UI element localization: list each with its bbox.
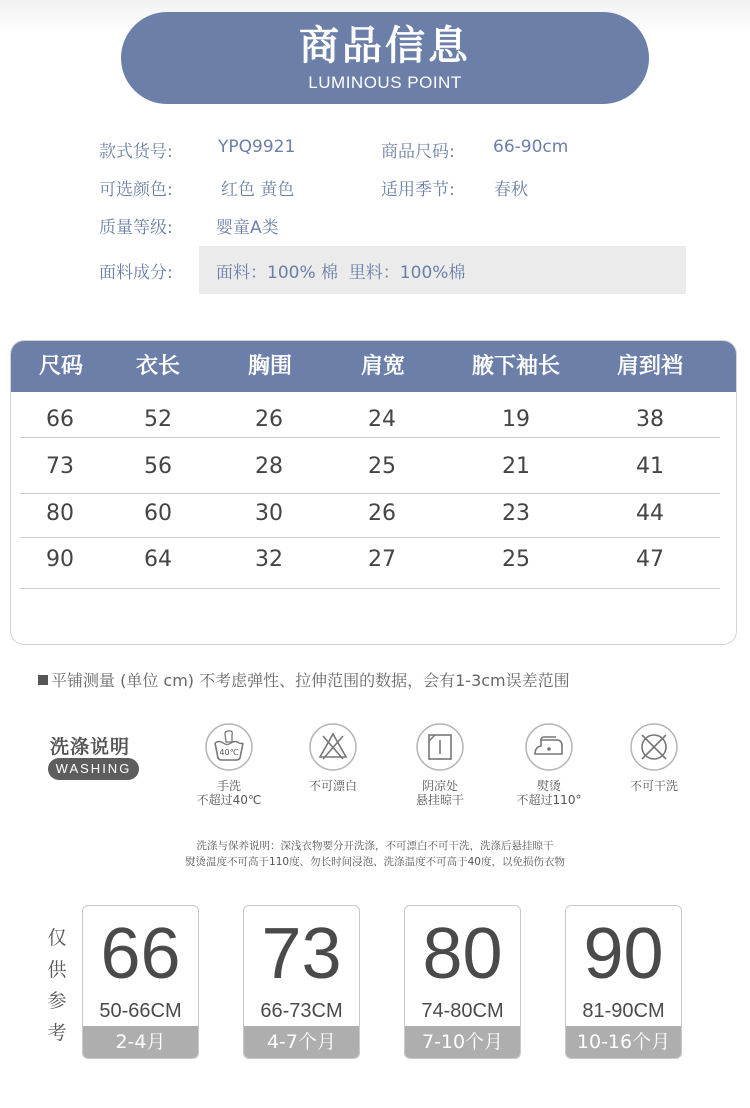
table-cell: 52 [144, 407, 172, 432]
table-cell: 44 [636, 501, 664, 526]
washing-badge: WASHING [48, 758, 139, 780]
size-card-66 [82, 905, 199, 1059]
table-cell: 60 [144, 501, 172, 526]
care-instruction-line: 熨烫温度不可高于110度、勿长时间浸泡、洗涤温度不可高于40度，以免损伤衣物 [185, 856, 565, 868]
row-divider [20, 493, 720, 494]
care-label: 阴凉处 悬挂晾干 [415, 779, 464, 807]
col-header-size: 尺码 [38, 354, 84, 379]
reference-label-char: 仅 [47, 927, 67, 949]
no-dry-clean-icon [629, 722, 679, 772]
size-table [10, 340, 737, 645]
care-item-hand-wash [184, 722, 274, 807]
size-card-80 [404, 905, 521, 1059]
washing-title: 洗涤说明 [50, 736, 131, 758]
info-value-style-no: YPQ9921 [218, 137, 296, 157]
size-card-range: 81-90CM [582, 1000, 665, 1022]
info-label-size: 商品尺码: [381, 142, 455, 162]
size-card-age: 7-10个月 [405, 1026, 520, 1058]
bullet-square-icon [38, 675, 48, 685]
care-label: 熨烫 不超过110° [516, 779, 582, 807]
care-label: 手洗 不超过40℃ [196, 779, 262, 807]
care-item-shade-dry [395, 722, 485, 807]
info-value-size: 66-90cm [493, 137, 569, 157]
hand-wash-icon [204, 722, 254, 772]
size-card-90 [565, 905, 682, 1059]
svg-text:40℃: 40℃ [219, 748, 239, 757]
table-cell: 26 [368, 501, 396, 526]
care-item-iron [504, 722, 594, 807]
info-label-color: 可选颜色: [99, 180, 173, 200]
section-subtitle: LUMINOUS POINT [308, 73, 462, 92]
measure-note-text: 平铺测量 (单位 cm) 不考虑弹性、拉伸范围的数据，会有1-3cm误差范围 [51, 671, 570, 690]
size-table-header [11, 341, 737, 392]
size-card-age: 10-16个月 [566, 1026, 681, 1058]
care-label: 不可干洗 [629, 779, 678, 793]
col-header-length: 衣长 [135, 354, 181, 379]
section-header [121, 12, 649, 104]
info-label-grade: 质量等级: [99, 218, 173, 238]
table-cell: 73 [46, 454, 74, 479]
table-cell: 90 [46, 547, 74, 572]
table-cell: 19 [502, 407, 530, 432]
reference-label-char: 供 [47, 959, 67, 981]
section-title: 商品信息 [299, 23, 471, 69]
col-header-sleeve: 腋下袖长 [471, 354, 561, 379]
row-divider [20, 588, 720, 589]
table-cell: 41 [636, 454, 664, 479]
care-item-no-dry-clean [609, 722, 699, 793]
col-header-crotch: 肩到裆 [616, 354, 684, 379]
size-card-age: 2-4月 [83, 1026, 198, 1058]
size-card-range: 74-80CM [421, 1000, 504, 1022]
table-cell: 56 [144, 454, 172, 479]
table-cell: 27 [368, 547, 396, 572]
info-value-fabric: 面料：100% 棉 里料：100%棉 [216, 263, 466, 283]
table-cell: 23 [502, 501, 530, 526]
table-cell: 30 [255, 501, 283, 526]
info-value-color: 红色 黄色 [221, 180, 295, 200]
table-cell: 80 [46, 501, 74, 526]
table-cell: 47 [636, 547, 664, 572]
size-card-number: 80 [422, 914, 503, 994]
table-cell: 25 [368, 454, 396, 479]
table-cell: 25 [502, 547, 530, 572]
table-cell: 66 [46, 407, 74, 432]
info-label-fabric: 面料成分: [99, 263, 173, 283]
table-cell: 32 [255, 547, 283, 572]
col-header-chest: 胸围 [247, 354, 293, 379]
reference-label-char: 参 [47, 990, 67, 1012]
care-instruction-line: 洗涤与保养说明：深浅衣物要分开洗涤，不可漂白不可干洗，洗涤后悬挂晾干 [196, 840, 554, 852]
info-value-season: 春秋 [494, 180, 528, 200]
info-label-style-no: 款式货号: [99, 142, 173, 162]
table-cell: 26 [255, 407, 283, 432]
size-card-number: 66 [100, 914, 181, 994]
table-cell: 24 [368, 407, 396, 432]
size-card-range: 50-66CM [99, 1000, 182, 1022]
no-bleach-icon [308, 722, 358, 772]
size-card-range: 66-73CM [260, 1000, 343, 1022]
care-item-no-bleach [288, 722, 378, 793]
size-card-73 [243, 905, 360, 1059]
shade-dry-icon [415, 722, 465, 772]
info-value-grade: 婴童A类 [216, 218, 279, 238]
table-cell: 28 [255, 454, 283, 479]
iron-icon [524, 722, 574, 772]
size-card-age: 4-7个月 [244, 1026, 359, 1058]
size-card-number: 73 [261, 914, 342, 994]
row-divider [20, 437, 720, 438]
table-cell: 64 [144, 547, 172, 572]
info-label-season: 适用季节: [381, 180, 455, 200]
table-cell: 38 [636, 407, 664, 432]
reference-label-char: 考 [47, 1022, 67, 1044]
measure-note [38, 668, 570, 691]
col-header-shoulder: 肩宽 [360, 354, 406, 379]
size-card-number: 90 [583, 914, 664, 994]
table-cell: 21 [502, 454, 530, 479]
row-divider [20, 537, 720, 538]
care-label: 不可漂白 [308, 779, 357, 793]
